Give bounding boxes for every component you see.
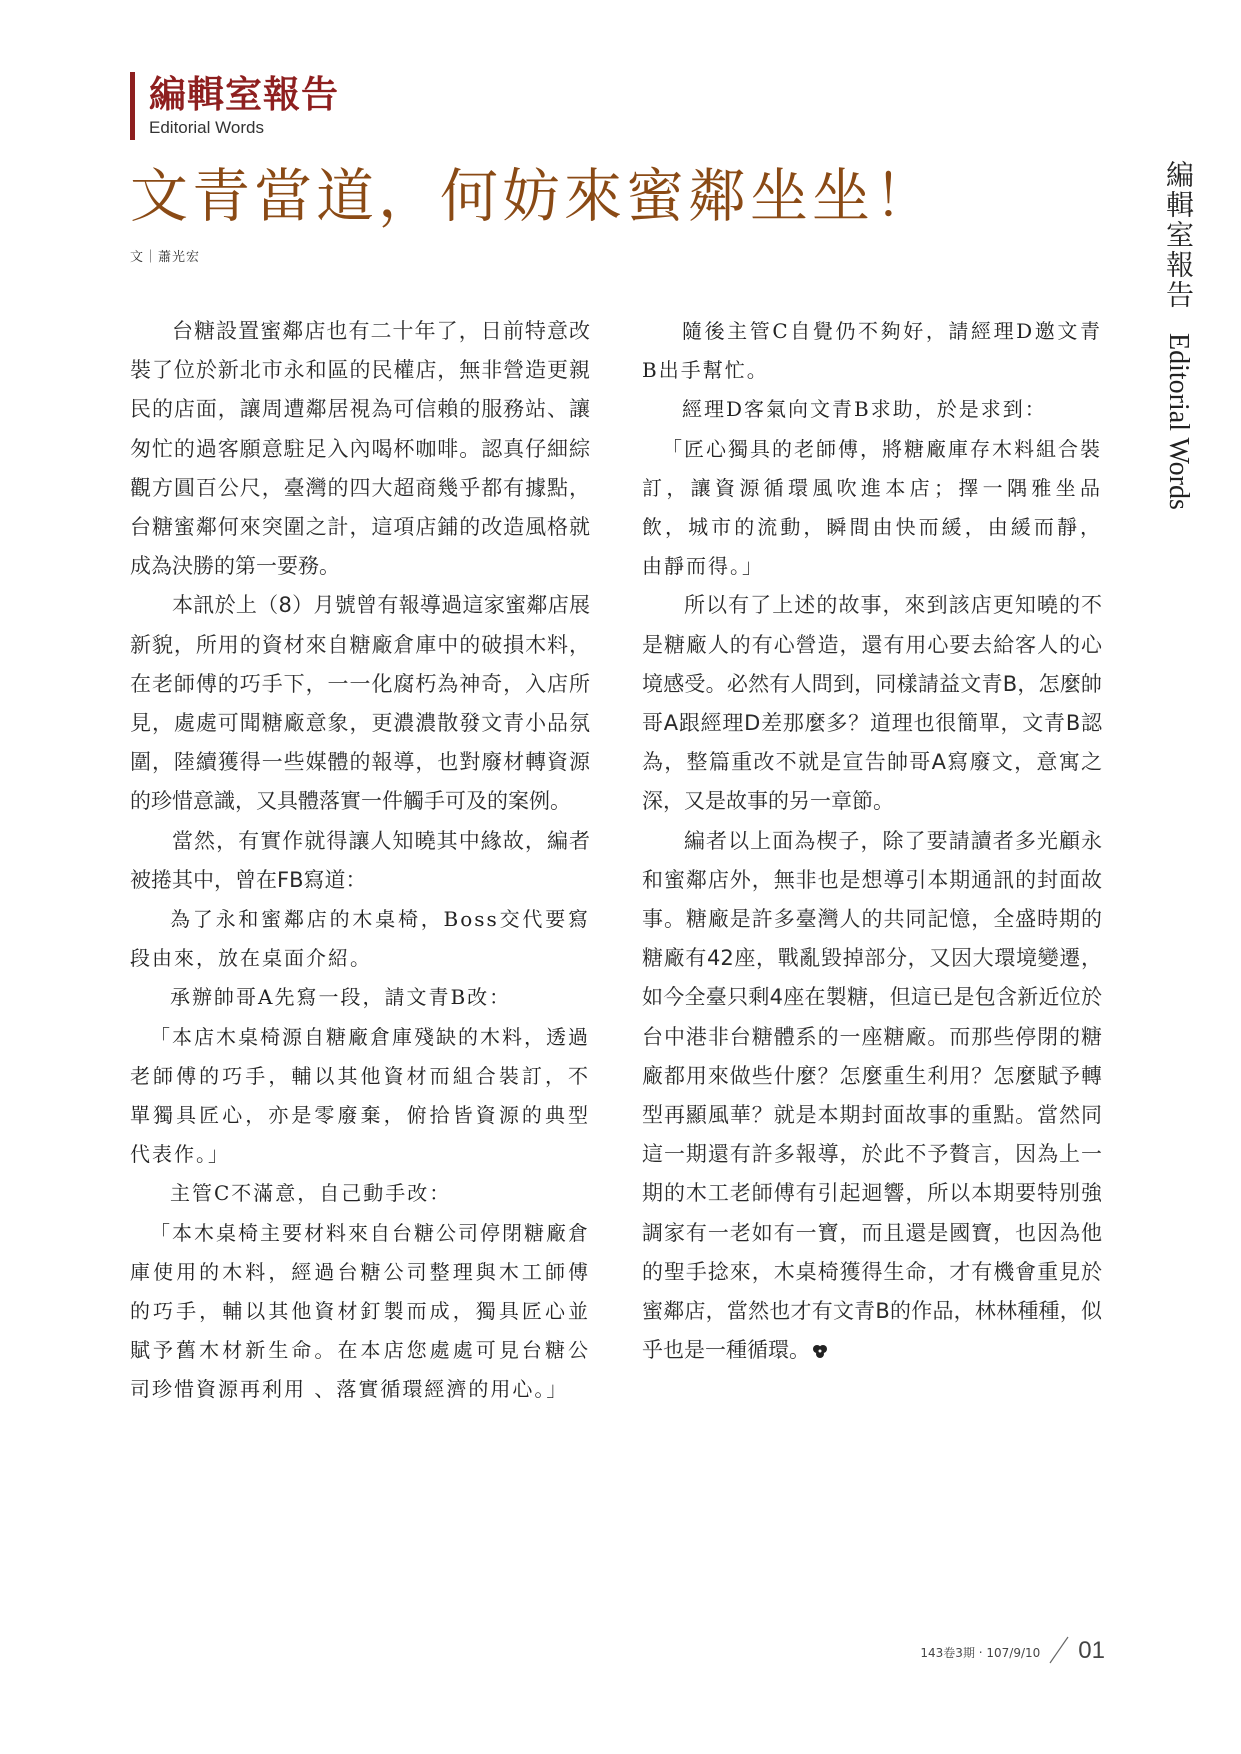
quote-paragraph: 主管C不滿意，自己動手改： [170,1181,452,1206]
section-title-cn: 編輯室報告 [149,73,339,116]
slash-divider-icon [1048,1635,1070,1665]
left-column [130,312,590,1410]
flower-end-mark-icon [812,1344,828,1358]
page-number: 01 [1078,1637,1105,1664]
quote-paragraph: 隨後主管C自覺仍不夠好，請經理D邀文青B出手幫忙。 [642,319,1102,383]
quote-block: 「本店木桌椅源自糖廠倉庫殘缺的木料，透過老師傅的巧手，輔以其他資材而組合裝訂，不單獨具匠心，亦是零廢棄，俯拾皆資源的典型代表作。」 [130,1024,590,1167]
quote-paragraph: 為了永和蜜鄰店的木桌椅，Boss交代要寫段由來，放在桌面介紹。 [130,907,590,971]
paragraph: 當然，有實作就得讓人知曉其中緣故，編者被捲其中，曾在FB寫道： [130,828,590,892]
section-header [130,72,339,140]
side-title-cn: 編輯室報告 [1162,160,1195,310]
paragraph: 本訊於上（8）月號曾有報導過這家蜜鄰店展新貌，所用的資材來自糖廠倉庫中的破損木料，在老師傅的巧手下，一一化腐朽為神奇，入店所見，處處可聞糖廠意象，更濃濃散發文青小品氛圍，陸續獲得一些媒體的報導，也對廢材轉資源的珍惜意識，又具體落實一件觸手可及的案例。 [130,593,590,814]
quote-block: 「匠心獨具的老師傅，將糖廠庫存木料組合裝訂，讓資源循環風吹進本店；擇一隅雅坐品飲，城市的流動，瞬間由快而緩，由緩而靜，由靜而得。」 [642,436,1102,579]
quote-paragraph: 經理D客氣向文青B求助，於是求到： [682,397,1047,422]
paragraph-final-text: 編者以上面為楔子，除了要請讀者多光顧永和蜜鄰店外，無非也是想導引本期通訊的封面故事。糖廠是許多臺灣人的共同記憶，全盛時期的糖廠有42座，戰亂毀掉部分，又因大環境變遷，如今全臺只剩4座在製糖，但這已是包含新近位於台中港非台糖體系的一座糖廠。而那些停閉的糖廠都用來做些什麼？怎麼重生利用？怎麼賦予轉型再顯風華？就是本期封面故事的重點。當然同這一期還有許多報導，於此不予贅言，因為上一期的木工老師傅有引起迴響，所以本期要特別強調家有一老如有一寶，而且還是國寶，也因為他的聖手捻來，木桌椅獲得生命，才有機會重見於蜜鄰店，當然也才有文青B的作品，林林種種，似乎也是一種循環。 [642,828,1102,1363]
side-title-en: Editorial Words [1163,332,1194,510]
section-title-en: Editorial Words [149,118,264,137]
byline: 文｜蕭光宏 [130,250,201,265]
footer [920,1635,1105,1665]
issue-info: 143卷3期 ‧ 107/9/10 [920,1646,1041,1660]
quote-paragraph: 承辦帥哥A先寫一段，請文青B改： [170,985,512,1010]
quote-block: 「本木桌椅主要材料來自台糖公司停閉糖廠倉庫使用的木料，經過台糖公司整理與木工師傅的巧手，輔以其他資材釘製而成，獨具匠心並賦予舊木材新生命。在本店您處處可見台糖公司珍惜資源再利用 、落實循環經濟的用心。」 [130,1220,590,1402]
paragraph: 所以有了上述的故事，來到該店更知曉的不是糖廠人的有心營造，還有用心要去給客人的心境感受。必然有人問到，同樣請益文青B，怎麼帥哥A跟經理D差那麼多？道理也很簡單，文青B認為，整篇重改不就是宣告帥哥A寫廢文，意寓之深，又是故事的另一章節。 [642,593,1102,814]
right-column [642,312,1102,1370]
article-title: 文青當道，何妨來蜜鄰坐坐！ [130,162,937,230]
paragraph-final [642,822,1102,1371]
paragraph: 台糖設置蜜鄰店也有二十年了，日前特意改裝了位於新北市永和區的民權店，無非營造更親民的店面，讓周遭鄰居視為可信賴的服務站、讓匆忙的過客願意駐足入內喝杯咖啡。認真仔細綜觀方圓百公尺，臺灣的四大超商幾乎都有據點，台糖蜜鄰何來突圍之計，這項店鋪的改造風格就成為決勝的第一要務。 [130,319,590,579]
side-title [1158,160,1198,510]
